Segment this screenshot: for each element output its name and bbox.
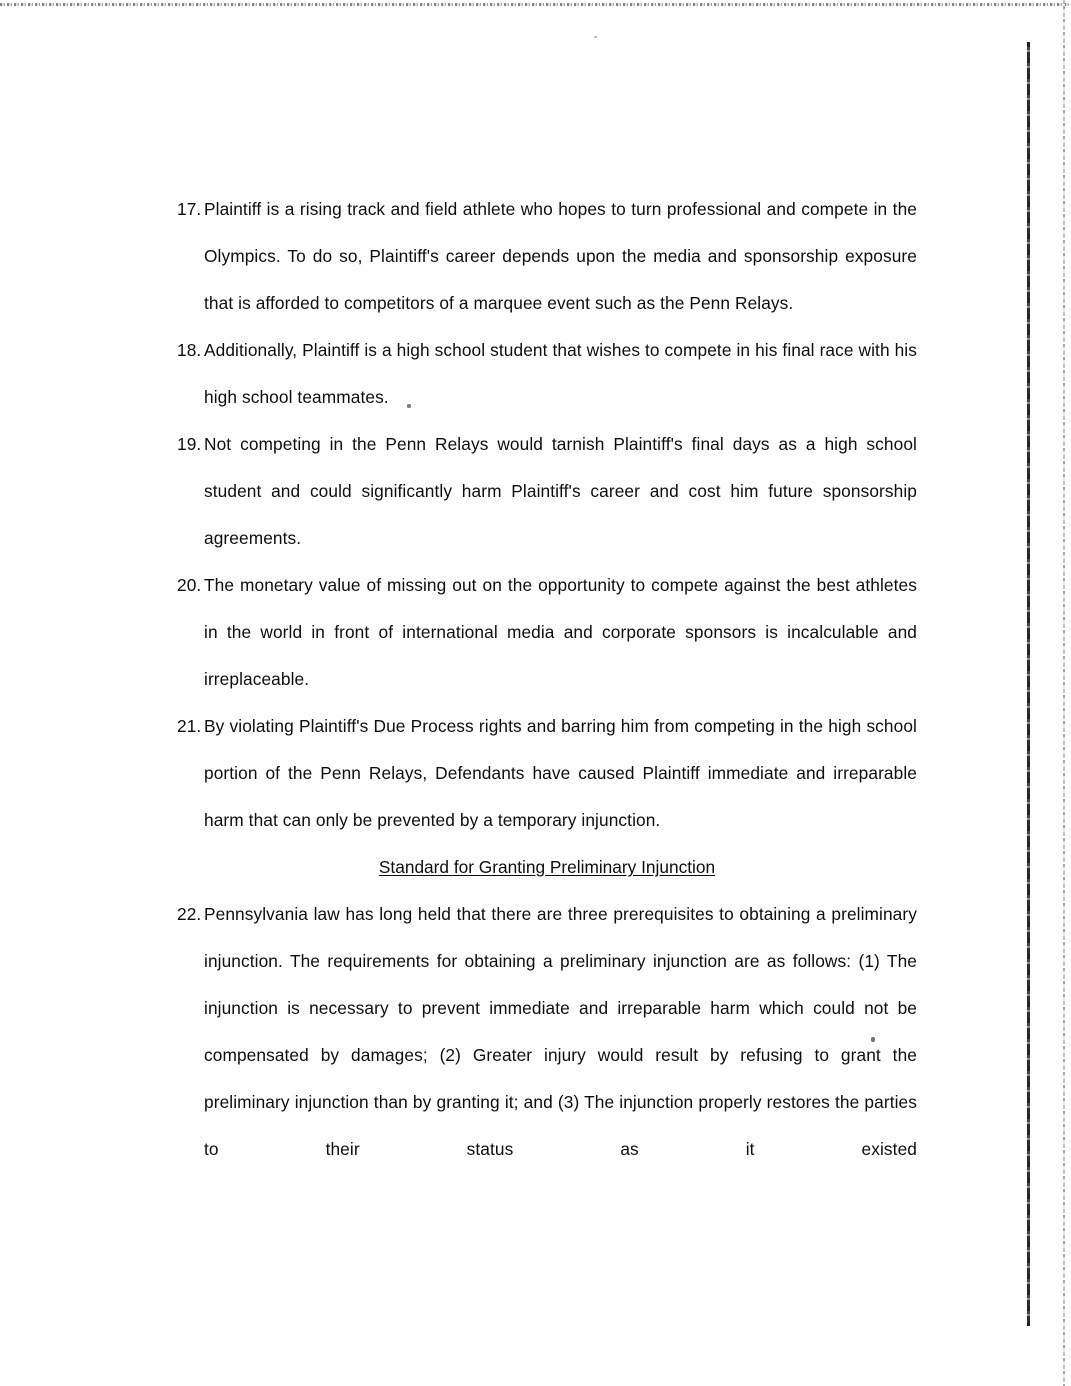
scan-speck-artifact	[594, 36, 597, 38]
scan-top-edge-artifact	[0, 3, 1071, 6]
paragraph-text: Plaintiff is a rising track and field athlete who hopes to turn professional and compete in the Olympics. To do so, Plaintiff's career depends upon the media and sponsorship exposure that is afforded to competitors of a marquee event such as the Penn Relays.	[204, 199, 917, 313]
paragraph-number: 19.	[177, 434, 202, 454]
numbered-paragraph-22	[177, 891, 917, 1173]
paragraph-number: 17.	[177, 199, 202, 219]
numbered-paragraph-18	[177, 327, 917, 421]
numbered-paragraph-19	[177, 421, 917, 562]
paragraph-text: Additionally, Plaintiff is a high school student that wishes to compete in his final race with his high school teammates.	[204, 340, 917, 407]
paragraph-text: The monetary value of missing out on the opportunity to compete against the best athletes in the world in front of international media and corporate sponsors is incalculable and irreplaceable.	[204, 575, 917, 689]
scan-right-edge-artifact	[1063, 0, 1065, 1386]
numbered-paragraph-20	[177, 562, 917, 703]
section-heading	[177, 844, 917, 891]
paragraph-number: 18.	[177, 340, 202, 360]
paragraph-number: 20.	[177, 575, 202, 595]
document-text-column	[177, 186, 917, 1173]
numbered-paragraph-21	[177, 703, 917, 844]
scan-vertical-streak-artifact	[1027, 42, 1030, 1326]
paragraph-text: Not competing in the Penn Relays would tarnish Plaintiff's final days as a high school student and could significantly harm Plaintiff's career and cost him future sponsorship agreements.	[204, 434, 917, 548]
paragraph-number: 21.	[177, 716, 202, 736]
section-heading-text: Standard for Granting Preliminary Injunction	[378, 857, 716, 877]
paragraph-text: By violating Plaintiff's Due Process rights and barring him from competing in the high school portion of the Penn Relays, Defendants have caused Plaintiff immediate and irreparable harm that can only be prevented by a temporary injunction.	[204, 716, 917, 830]
numbered-paragraph-17	[177, 186, 917, 327]
paragraph-number: 22.	[177, 904, 202, 924]
paragraph-text: Pennsylvania law has long held that there are three prerequisites to obtaining a preliminary injunction. The requirements for obtaining a preliminary injunction are as follows: (1) The injunction is necessary to prevent immediate and irreparable harm which could not be compensated by damages; (2) Greater injury would result by refusing to grant the preliminary injunction than by granting it; and (3) The injunction properly restores the parties to their status as it existed	[204, 904, 917, 1159]
